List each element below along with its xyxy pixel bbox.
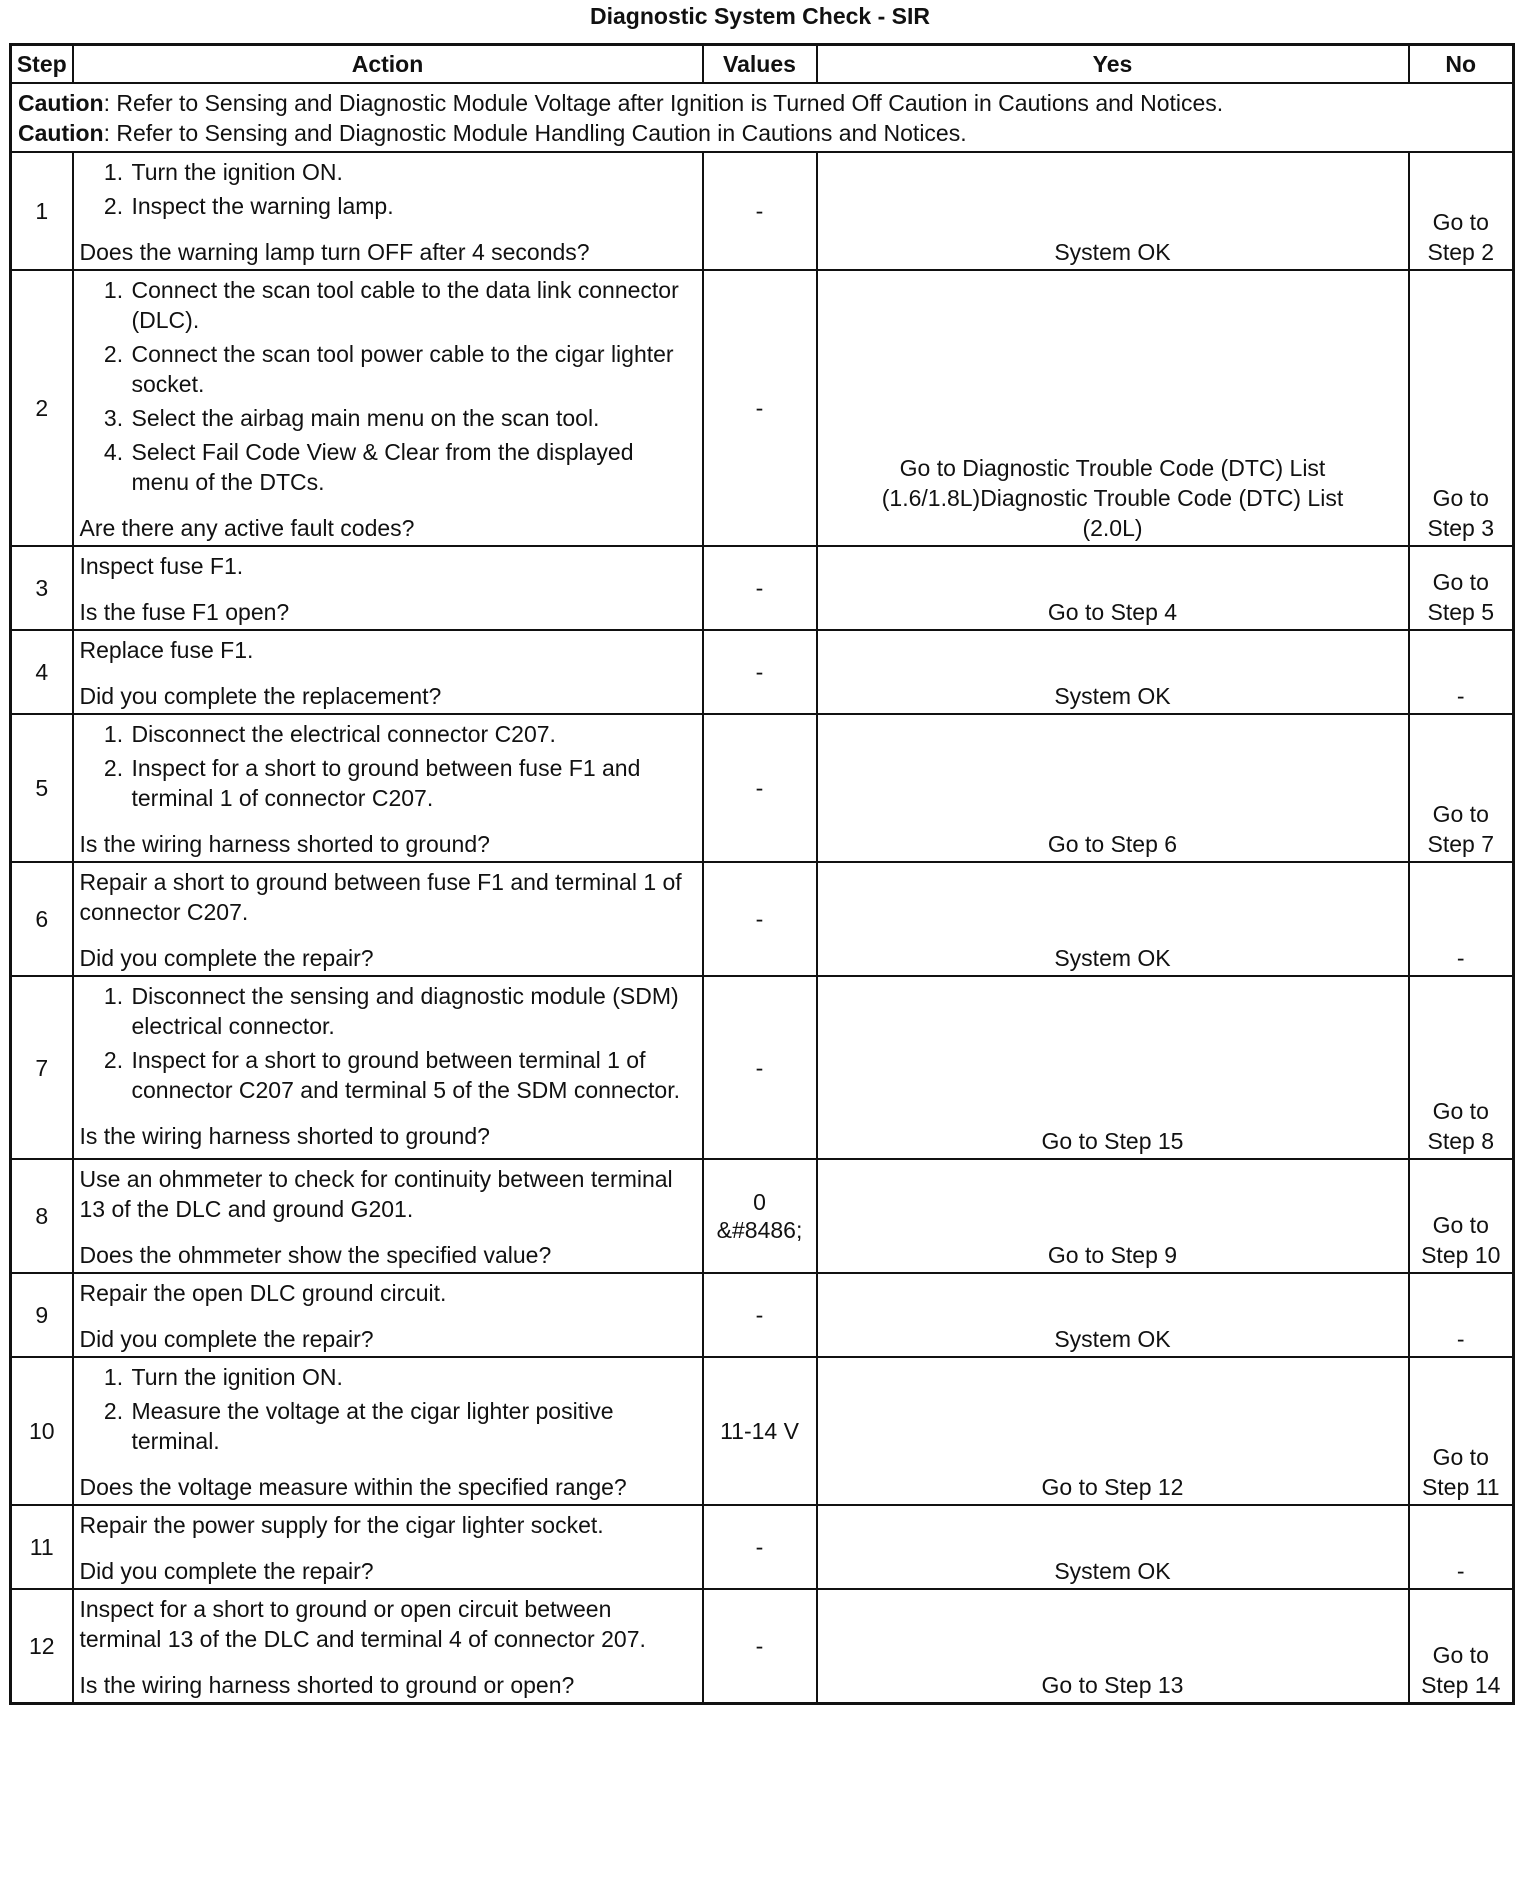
action-cell bbox=[73, 1505, 703, 1589]
step-number: 10 bbox=[11, 1357, 73, 1505]
action-cell bbox=[73, 1357, 703, 1505]
yes-cell bbox=[817, 1159, 1409, 1273]
no-text: Step 5 bbox=[1427, 599, 1494, 625]
yes-text: Go to Diagnostic Trouble Code (DTC) List (1.6/1.8L)Diagnostic Trouble Code (DTC) List (2.0L) bbox=[881, 455, 1344, 541]
value-text: 11-14 V bbox=[720, 1418, 799, 1444]
no-text: - bbox=[1456, 683, 1465, 709]
action-question: Did you complete the repair? bbox=[79, 1558, 374, 1584]
action-cell bbox=[73, 270, 703, 546]
values-cell bbox=[703, 630, 817, 714]
table-row bbox=[11, 152, 1514, 270]
table-row bbox=[11, 1159, 1514, 1273]
action-step: 4. Select Fail Code View & Clear from the displayed menu of the DTCs. bbox=[130, 437, 696, 497]
yes-text: Go to Step 6 bbox=[1047, 831, 1178, 857]
yes-cell bbox=[817, 1357, 1409, 1505]
no-cell bbox=[1409, 1589, 1514, 1704]
action-step: 1. Turn the ignition ON. bbox=[130, 157, 696, 187]
yes-cell bbox=[817, 714, 1409, 862]
table-row bbox=[11, 976, 1514, 1159]
no-text: Step 11 bbox=[1421, 1474, 1500, 1500]
table-row bbox=[11, 714, 1514, 862]
action-cell bbox=[73, 1159, 703, 1273]
values-cell bbox=[703, 1357, 817, 1505]
values-cell bbox=[703, 1159, 817, 1273]
action-text: Repair the open DLC ground circuit. bbox=[79, 1280, 447, 1306]
no-text: - bbox=[1456, 945, 1465, 971]
table-row bbox=[11, 1589, 1514, 1704]
caution-label: Caution bbox=[18, 90, 104, 116]
step-number: 6 bbox=[11, 862, 73, 976]
no-cell bbox=[1409, 152, 1514, 270]
no-text: Go to bbox=[1432, 1642, 1489, 1668]
step-number: 3 bbox=[11, 546, 73, 630]
action-question: Does the warning lamp turn OFF after 4 seconds? bbox=[79, 239, 590, 265]
values-cell bbox=[703, 714, 817, 862]
step-number: 11 bbox=[11, 1505, 73, 1589]
value-text: - bbox=[755, 775, 764, 801]
action-steps bbox=[80, 1362, 696, 1456]
yes-cell bbox=[817, 1505, 1409, 1589]
no-cell bbox=[1409, 630, 1514, 714]
no-text: Step 7 bbox=[1427, 831, 1494, 857]
value-text: &#8486; bbox=[716, 1217, 803, 1243]
header-yes: Yes bbox=[817, 45, 1409, 84]
yes-text: System OK bbox=[1054, 239, 1171, 265]
yes-cell bbox=[817, 270, 1409, 546]
caution-text: : Refer to Sensing and Diagnostic Module Handling Caution in Cautions and Notices. bbox=[103, 120, 967, 146]
action-question: Does the ohmmeter show the specified value? bbox=[79, 1242, 552, 1268]
no-text: Go to bbox=[1432, 1444, 1489, 1470]
values-cell bbox=[703, 546, 817, 630]
action-step: 1. Turn the ignition ON. bbox=[130, 1362, 696, 1392]
table-row bbox=[11, 862, 1514, 976]
action-cell bbox=[73, 1589, 703, 1704]
no-cell bbox=[1409, 1159, 1514, 1273]
no-text: Step 14 bbox=[1421, 1672, 1501, 1698]
yes-text: Go to Step 4 bbox=[1047, 599, 1178, 625]
table-row bbox=[11, 1505, 1514, 1589]
header-row bbox=[11, 45, 1514, 84]
no-text: Step 10 bbox=[1421, 1242, 1501, 1268]
action-cell bbox=[73, 714, 703, 862]
caution-line bbox=[18, 88, 1506, 118]
action-step: 2. Inspect for a short to ground between fuse F1 and terminal 1 of connector C207. bbox=[130, 753, 696, 813]
action-question: Is the wiring harness shorted to ground? bbox=[79, 831, 490, 857]
no-cell bbox=[1409, 1357, 1514, 1505]
no-cell bbox=[1409, 1505, 1514, 1589]
step-number: 12 bbox=[11, 1589, 73, 1704]
no-cell bbox=[1409, 976, 1514, 1159]
no-text: Step 2 bbox=[1427, 239, 1494, 265]
values-cell bbox=[703, 1505, 817, 1589]
no-text: Go to bbox=[1432, 1098, 1489, 1124]
no-text: Go to bbox=[1432, 485, 1489, 511]
action-question: Does the voltage measure within the specified range? bbox=[79, 1474, 627, 1500]
yes-cell bbox=[817, 1589, 1409, 1704]
values-cell bbox=[703, 270, 817, 546]
step-number: 4 bbox=[11, 630, 73, 714]
action-text: Inspect for a short to ground or open circuit between terminal 13 of the DLC and terminal 4 of connector 207. bbox=[79, 1596, 646, 1652]
yes-cell bbox=[817, 630, 1409, 714]
yes-cell bbox=[817, 862, 1409, 976]
header-action: Action bbox=[73, 45, 703, 84]
no-text: Step 3 bbox=[1427, 515, 1494, 541]
diagnostic-table bbox=[9, 43, 1515, 1705]
yes-cell bbox=[817, 546, 1409, 630]
header-step: Step bbox=[11, 45, 73, 84]
value-text: - bbox=[755, 659, 764, 685]
header-values: Values bbox=[703, 45, 817, 84]
no-cell bbox=[1409, 714, 1514, 862]
no-text: Go to bbox=[1432, 1212, 1489, 1238]
value-text: - bbox=[755, 906, 764, 932]
yes-text: System OK bbox=[1054, 1326, 1171, 1352]
no-cell bbox=[1409, 1273, 1514, 1357]
no-cell bbox=[1409, 862, 1514, 976]
action-question: Did you complete the repair? bbox=[79, 1326, 374, 1352]
action-cell bbox=[73, 546, 703, 630]
values-cell bbox=[703, 862, 817, 976]
action-cell bbox=[73, 862, 703, 976]
no-text: Go to bbox=[1432, 801, 1489, 827]
action-steps bbox=[80, 157, 696, 221]
yes-text: System OK bbox=[1054, 945, 1171, 971]
no-text: - bbox=[1456, 1326, 1465, 1352]
action-step: 1. Connect the scan tool cable to the data link connector (DLC). bbox=[130, 275, 696, 335]
table-row bbox=[11, 270, 1514, 546]
document-title: Diagnostic System Check - SIR bbox=[590, 3, 930, 29]
action-step: 1. Disconnect the electrical connector C207. bbox=[130, 719, 696, 749]
step-number: 1 bbox=[11, 152, 73, 270]
action-cell bbox=[73, 1273, 703, 1357]
values-cell bbox=[703, 1273, 817, 1357]
table-row bbox=[11, 1357, 1514, 1505]
caution-text: : Refer to Sensing and Diagnostic Module Voltage after Ignition is Turned Off Caution in Cautions and Notices. bbox=[103, 90, 1224, 116]
yes-text: System OK bbox=[1054, 683, 1171, 709]
value-text: - bbox=[755, 575, 764, 601]
value-text: - bbox=[755, 198, 764, 224]
value-text: - bbox=[755, 1054, 764, 1081]
no-cell bbox=[1409, 270, 1514, 546]
no-text: Step 8 bbox=[1427, 1128, 1494, 1154]
action-question: Is the wiring harness shorted to ground? bbox=[79, 1123, 490, 1149]
header-no: No bbox=[1409, 45, 1514, 84]
table-row bbox=[11, 1273, 1514, 1357]
action-text: Use an ohmmeter to check for continuity between terminal 13 of the DLC and ground G201. bbox=[79, 1166, 673, 1222]
table-row bbox=[11, 546, 1514, 630]
action-cell bbox=[73, 976, 703, 1159]
action-question: Did you complete the repair? bbox=[79, 945, 374, 971]
action-question: Did you complete the replacement? bbox=[79, 683, 442, 709]
action-cell bbox=[73, 630, 703, 714]
yes-text: System OK bbox=[1054, 1558, 1171, 1584]
action-step: 2. Connect the scan tool power cable to the cigar lighter socket. bbox=[130, 339, 696, 399]
value-text: - bbox=[755, 1633, 764, 1659]
action-text: Repair the power supply for the cigar lighter socket. bbox=[79, 1512, 604, 1538]
no-text: Go to bbox=[1432, 569, 1489, 595]
value-text: - bbox=[755, 1302, 764, 1328]
action-question: Is the fuse F1 open? bbox=[79, 599, 290, 625]
yes-text: Go to Step 12 bbox=[1041, 1474, 1184, 1500]
action-text: Inspect fuse F1. bbox=[79, 553, 244, 579]
value-text: - bbox=[755, 395, 764, 421]
action-step: 3. Select the airbag main menu on the scan tool. bbox=[130, 403, 696, 433]
no-cell bbox=[1409, 546, 1514, 630]
step-number: 7 bbox=[11, 976, 73, 1159]
step-number: 8 bbox=[11, 1159, 73, 1273]
action-steps bbox=[80, 981, 696, 1105]
action-text: Repair a short to ground between fuse F1 and terminal 1 of connector C207. bbox=[79, 869, 682, 925]
yes-text: Go to Step 13 bbox=[1041, 1672, 1184, 1698]
values-cell bbox=[703, 152, 817, 270]
yes-cell bbox=[817, 1273, 1409, 1357]
yes-cell bbox=[817, 152, 1409, 270]
yes-text: Go to Step 9 bbox=[1047, 1242, 1178, 1268]
caution-label: Caution bbox=[18, 120, 104, 146]
yes-text: Go to Step 15 bbox=[1041, 1128, 1184, 1154]
action-steps bbox=[80, 719, 696, 813]
action-steps bbox=[80, 275, 696, 497]
caution-cell bbox=[11, 83, 1514, 152]
caution-row bbox=[11, 83, 1514, 152]
action-cell bbox=[73, 152, 703, 270]
action-step: 2. Inspect the warning lamp. bbox=[130, 191, 696, 221]
table-row bbox=[11, 630, 1514, 714]
yes-cell bbox=[817, 976, 1409, 1159]
action-text: Replace fuse F1. bbox=[79, 637, 254, 663]
value-text: 0 bbox=[753, 1189, 766, 1215]
no-text: Go to bbox=[1432, 209, 1489, 235]
value-text: - bbox=[755, 1534, 764, 1560]
step-number: 2 bbox=[11, 270, 73, 546]
values-cell bbox=[703, 1589, 817, 1704]
action-step: 2. Measure the voltage at the cigar lighter positive terminal. bbox=[130, 1396, 696, 1456]
action-step: 1. Disconnect the sensing and diagnostic module (SDM) electrical connector. bbox=[130, 981, 696, 1041]
action-question: Are there any active fault codes? bbox=[79, 515, 415, 541]
step-number: 5 bbox=[11, 714, 73, 862]
step-number: 9 bbox=[11, 1273, 73, 1357]
caution-line bbox=[18, 118, 1506, 148]
no-text: - bbox=[1456, 1558, 1465, 1584]
action-step: 2. Inspect for a short to ground between terminal 1 of connector C207 and terminal 5 of the SDM connector. bbox=[130, 1045, 696, 1105]
values-cell bbox=[703, 976, 817, 1159]
action-question: Is the wiring harness shorted to ground or open? bbox=[79, 1672, 575, 1698]
